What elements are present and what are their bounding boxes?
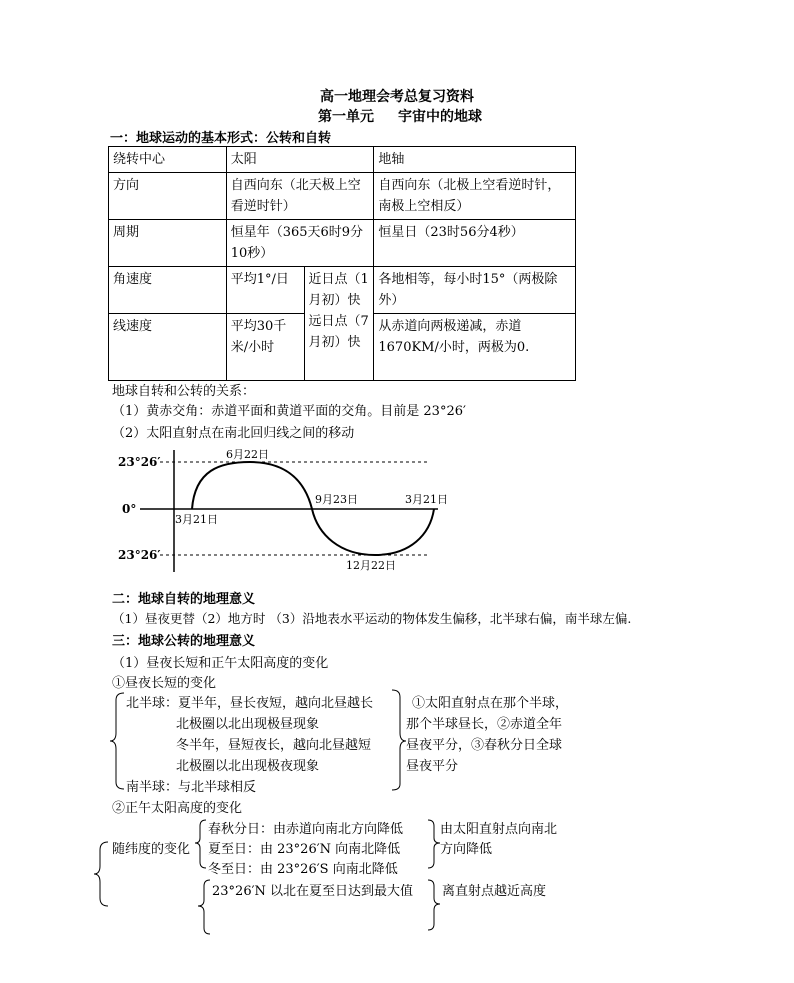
conclusion-line-3: 昼夜平分，③春秋分日全球 bbox=[406, 738, 563, 753]
latitude-label: 随纬度的变化 bbox=[112, 842, 191, 857]
table-cell: 恒星年（365天6时9分10秒） bbox=[226, 220, 374, 267]
north-line-4: 北极圈以北出现极夜现象 bbox=[176, 759, 320, 774]
table-cell: 恒星日（23时56分4秒） bbox=[374, 220, 576, 267]
table-cell: 绕转中心 bbox=[109, 147, 227, 173]
north-line-1: 北半球：夏半年，昼长夜短，越向北昼越长 bbox=[126, 696, 374, 711]
relation-p1: （1）黄赤交角：赤道平面和黄道平面的交角。目前是 23°26′ bbox=[112, 404, 466, 419]
table-cell: 方向 bbox=[109, 173, 227, 220]
aphelion-note: 远日点（7月初）快 bbox=[308, 314, 369, 350]
section3-p3: ②正午太阳高度的变化 bbox=[112, 801, 243, 816]
side-note-1a: 由太阳直射点向南北 bbox=[440, 822, 558, 837]
conclusion-line-2: 那个半球昼长，②赤道全年 bbox=[406, 717, 563, 732]
relation-p2: （2）太阳直射点在南北回归线之间的移动 bbox=[112, 426, 355, 441]
equinox-line: 春秋分日：由赤道向南北方向降低 bbox=[208, 822, 404, 837]
section3-heading: 三：地球公转的地理意义 bbox=[112, 634, 256, 649]
section3-p2: ①昼夜长短的变化 bbox=[112, 676, 217, 691]
side-note-2: 离直射点越近高度 bbox=[442, 884, 547, 899]
unit-name: 宇宙中的地球 bbox=[398, 109, 482, 125]
inner-brace-icon bbox=[195, 820, 206, 868]
date-december: 12月22日 bbox=[346, 559, 396, 572]
table-cell: 角速度 bbox=[109, 267, 227, 314]
north-line-3: 冬半年，昼短夜长，越向北昼越短 bbox=[176, 738, 372, 753]
table-cell: 各地相等，每小时15°（两极除外） bbox=[374, 267, 576, 314]
date-march-1: 3月21日 bbox=[175, 513, 218, 526]
table-cell: 周期 bbox=[109, 220, 227, 267]
relation-heading: 地球自转和公转的关系： bbox=[112, 384, 256, 399]
table-cell: 太阳 bbox=[226, 147, 374, 173]
table-cell: 自西向东（北天极上空看逆时针） bbox=[226, 173, 374, 220]
date-september: 9月23日 bbox=[315, 493, 358, 506]
perihelion-note: 近日点（1月初）快 bbox=[308, 272, 369, 308]
table-cell: 平均30千米/小时 bbox=[226, 314, 304, 381]
right-brace-icon bbox=[392, 690, 406, 790]
lat-bottom-label: 23°26′ bbox=[118, 548, 161, 562]
table-cell: 线速度 bbox=[109, 314, 227, 381]
conclusion-line-1: ①太阳直射点在那个半球， bbox=[412, 696, 569, 711]
table-cell: 自西向东（北极上空看逆时针，南极上空相反） bbox=[374, 173, 576, 220]
summer-solstice-line: 夏至日：由 23°26′N 向南北降低 bbox=[208, 842, 401, 857]
left-brace-icon bbox=[110, 693, 124, 789]
lower-right-brace-icon bbox=[428, 880, 440, 930]
section2-text: （1）昼夜更替（2）地方时 （3）沿地表水平运动的物体发生偏移，北半球右偏，南半球左偏. bbox=[112, 611, 632, 626]
lat-top-label: 23°26′ bbox=[118, 455, 161, 469]
conclusion-line-4: 昼夜平分 bbox=[406, 759, 459, 774]
inner-right-brace-icon bbox=[428, 820, 440, 868]
side-note-1b: 方向降低 bbox=[440, 842, 493, 857]
south-line: 南半球：与北半球相反 bbox=[126, 780, 257, 795]
lat-zero-label: 0° bbox=[122, 502, 137, 516]
date-march-2: 3月21日 bbox=[405, 493, 448, 506]
section1-heading: 一：地球运动的基本形式：公转和自转 bbox=[110, 131, 332, 146]
north-line-2: 北极圈以北出现极昼现象 bbox=[176, 717, 320, 732]
unit-number: 第一单元 bbox=[318, 109, 374, 125]
lower-left-brace-icon bbox=[198, 880, 210, 934]
date-june: 6月22日 bbox=[226, 448, 269, 461]
page-title: 高一地理会考总复习资料 bbox=[320, 89, 474, 105]
section3-p1: （1）昼夜长短和正午太阳高度的变化 bbox=[112, 656, 329, 671]
table-cell: 平均1°/日 bbox=[226, 267, 304, 314]
winter-solstice-line: 冬至日：由 23°26′S 向南北降低 bbox=[208, 862, 398, 877]
section2-heading: 二：地球自转的地理意义 bbox=[112, 592, 256, 607]
table-cell: 地轴 bbox=[374, 147, 576, 173]
outer-brace-icon bbox=[94, 842, 108, 906]
max-value-line: 23°26′N 以北在夏至日达到最大值 bbox=[212, 884, 414, 899]
table-cell: 从赤道向两极递减，赤道1670KM/小时，两极为0. bbox=[374, 314, 576, 381]
